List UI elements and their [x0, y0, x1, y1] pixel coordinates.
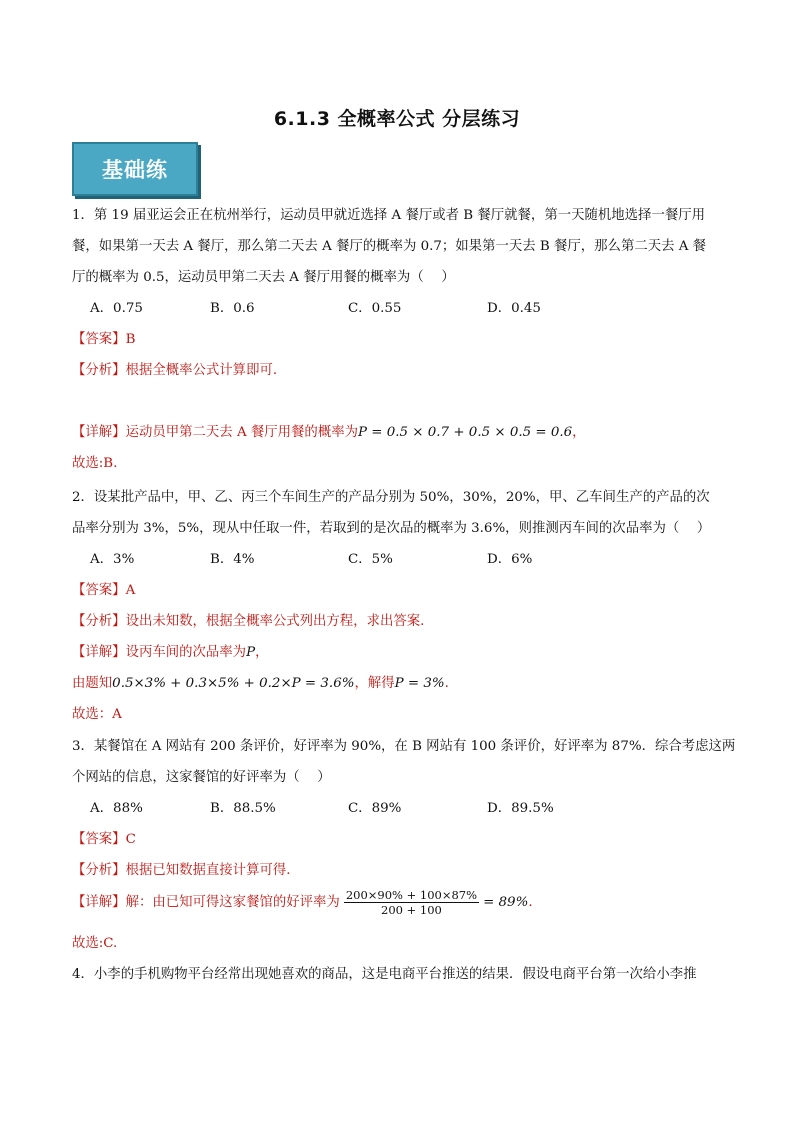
- q3-analysis: [72, 862, 291, 880]
- detail-tag: 【详解】: [72, 425, 126, 440]
- q2-option-a: A．3%: [90, 552, 135, 567]
- q2-line2: 品率分别为 3%，5%，现从中任取一件，若取到的是次品的概率为 3.6%，则推测丙车间的次品率为（ ）: [72, 521, 711, 536]
- conclusion-text: 故选:C.: [72, 936, 118, 951]
- q2-answer: [72, 582, 135, 600]
- q2-equation-line: [72, 675, 449, 693]
- q1-option-a: A．0.75: [90, 301, 143, 316]
- q3-answer: [72, 831, 136, 849]
- answer-value: A: [125, 583, 136, 598]
- detail-formula: P: [246, 645, 256, 660]
- q3-option-c: C．89%: [348, 801, 402, 816]
- equation-result: P = 3%: [394, 676, 445, 691]
- q2-option-b: B．4%: [210, 552, 255, 567]
- detail-text: 解：由已知可得这家餐馆的好评率为: [125, 895, 340, 910]
- q1-line2: 餐，如果第一天去 A 餐厅，那么第二天去 A 餐厅的概率为 0.7；如果第一天去 B 餐厅，那么第二天去 A 餐: [72, 239, 707, 254]
- q3-line2: 个网站的信息，这家餐馆的好评率为（ ）: [72, 770, 331, 785]
- q2-option-c: C．5%: [348, 552, 393, 567]
- q4-line1: 4．小李的手机购物平台经常出现她喜欢的商品，这是电商平台推送的结果．假设电商平台第一次给小李推: [72, 967, 697, 982]
- q1-detail: [72, 424, 586, 442]
- q2-option-d: D．6%: [487, 552, 533, 567]
- q2-analysis: [72, 613, 424, 631]
- equation-end: .: [444, 676, 449, 691]
- fraction-numerator: 200×90% + 100×87%: [345, 888, 478, 902]
- analysis-tag: 【分析】: [72, 863, 126, 878]
- q1-line3: 厅的概率为 0.5，运动员甲第二天去 A 餐厅用餐的概率为（ ）: [72, 270, 455, 285]
- q2-line1: 2．设某批产品中，甲、乙、丙三个车间生产的产品分别为 50%，30%，20%，甲、乙车间生产的产品的次: [72, 490, 710, 505]
- analysis-tag: 【分析】: [72, 614, 126, 629]
- equation-intro: 由题知: [72, 676, 113, 691]
- detail-end: .: [528, 895, 533, 910]
- conclusion-text: 故选:B.: [72, 456, 118, 471]
- analysis-text: 设出未知数，根据全概率公式列出方程，求出答案.: [125, 614, 425, 629]
- q2-conclusion: [72, 706, 122, 724]
- q1-option-b: B．0.6: [210, 301, 255, 316]
- conclusion-text: 故选：A: [72, 707, 122, 722]
- answer-value: B: [125, 332, 136, 347]
- q1-option-d: D．0.45: [487, 301, 541, 316]
- analysis-text: 根据全概率公式计算即可.: [125, 363, 278, 378]
- section-badge: 基础练: [72, 142, 198, 196]
- detail-text: 设丙车间的次品率为: [125, 645, 247, 660]
- fraction-denominator: 200 + 100: [381, 903, 442, 917]
- equation-formula: 0.5×3% + 0.3×5% + 0.2×P = 3.6%: [112, 676, 355, 691]
- q1-line1: 1．第 19 届亚运会正在杭州举行，运动员甲就近选择 A 餐厅或者 B 餐厅就餐，第一天随机地选择一餐厅用: [72, 208, 706, 223]
- answer-tag: 【答案】: [72, 832, 126, 847]
- q1-analysis: [72, 362, 277, 380]
- q3-conclusion: [72, 935, 117, 953]
- answer-value: C: [125, 832, 136, 847]
- q1-conclusion: [72, 455, 117, 473]
- analysis-text: 根据已知数据直接计算可得.: [125, 863, 291, 878]
- q3-option-d: D．89.5%: [487, 801, 554, 816]
- q3-line1: 3．某餐馆在 A 网站有 200 条评价，好评率为 90%，在 B 网站有 100 条评价，好评率为 87%．综合考虑这两: [72, 739, 736, 754]
- detail-tag: 【详解】: [72, 645, 126, 660]
- detail-end: ，: [572, 425, 586, 440]
- detail-formula: P = 0.5 × 0.7 + 0.5 × 0.5 = 0.6: [358, 425, 573, 440]
- q3-option-b: B．88.5%: [210, 801, 276, 816]
- q1-answer: [72, 331, 135, 349]
- detail-tag: 【详解】: [72, 895, 126, 910]
- analysis-tag: 【分析】: [72, 363, 126, 378]
- q2-detail: [72, 644, 268, 662]
- q3-detail: [72, 888, 533, 917]
- detail-end: ，: [255, 645, 269, 660]
- answer-tag: 【答案】: [72, 583, 126, 598]
- page-title: 6.1.3 全概率公式 分层练习: [273, 108, 521, 130]
- equation-solve: ，解得: [354, 676, 395, 691]
- detail-fraction: [344, 888, 479, 917]
- fraction-result: = 89%: [483, 895, 529, 910]
- detail-text: 运动员甲第二天去 A 餐厅用餐的概率为: [125, 425, 358, 440]
- q1-option-c: C．0.55: [348, 301, 402, 316]
- q3-option-a: A．88%: [90, 801, 143, 816]
- answer-tag: 【答案】: [72, 332, 126, 347]
